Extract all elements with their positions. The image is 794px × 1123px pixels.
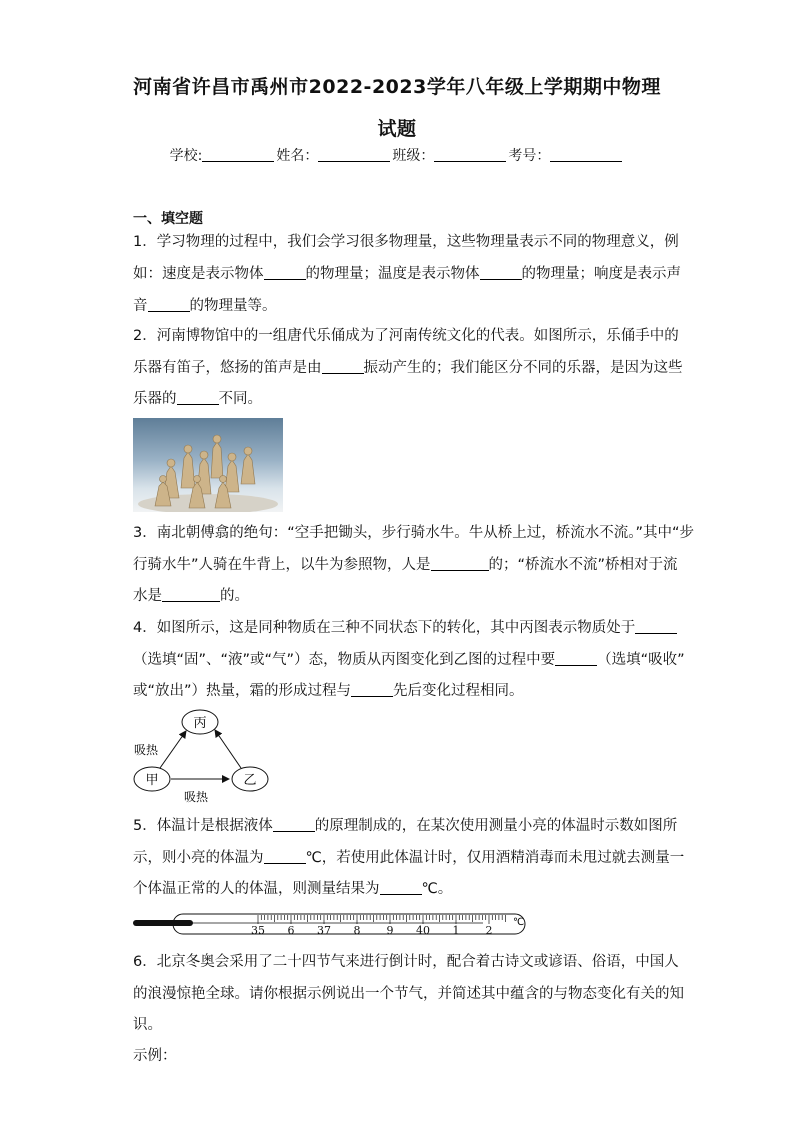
q5-line3: 个体温正常的人的体温，则测量结果为 ℃。 [133, 881, 453, 897]
q6-line3: 识。 [133, 1017, 162, 1033]
exam-no-label: 考号： [508, 148, 551, 164]
q1-line2: 如：速度是表示物体 的物理量；温度是表示物体 的物理量；响度是表示声 [133, 266, 681, 282]
arrow-yi-to-bing [215, 730, 241, 768]
thermometer-unit: ℃ [513, 917, 525, 928]
q4-blank1[interactable] [635, 619, 677, 634]
q4-line1: 4．如图所示，这是同种物质在三种不同状态下的转化，其中丙图表示物质处于 [133, 618, 677, 638]
q2-line1: 2．河南博物馆中的一组唐代乐俑成为了河南传统文化的代表。如图所示，乐俑手中的 [133, 328, 679, 344]
label-absorb-heat-left: 吸热 [134, 743, 159, 757]
school-blank[interactable] [202, 147, 274, 162]
section-heading: 一、填空题 [133, 211, 203, 227]
node-jia-label: 甲 [145, 773, 159, 788]
node-bing-label: 丙 [193, 716, 207, 731]
tick-label: 37 [317, 924, 331, 937]
q6-example-label: 示例： [133, 1048, 177, 1064]
q2-line2: 乐器有笛子，悠扬的笛声是由 振动产生的；我们能区分不同的乐器，是因为这些 [133, 360, 683, 376]
q1-line1: 1．学习物理的过程中，我们会学习很多物理量，这些物理量表示不同的物理意义，例 [133, 234, 679, 250]
state-change-diagram [128, 706, 278, 806]
q3-line2: 行骑水牛”人骑在牛背上，以牛为参照物，人是 的；“桥流水不流”桥相对于流 [133, 557, 678, 573]
tick-label: 1 [452, 924, 460, 937]
q6-line2: 的浪漫惊艳全球。请你根据示例说出一个节气，并简述其中蕴含的与物态变化有关的知 [133, 986, 684, 1002]
arrow-jia-to-bing [160, 731, 186, 768]
class-label: 班级： [392, 148, 435, 164]
q5-line1: 5．体温计是根据液体 的原理制成的，在某次使用测量小亮的体温时示数如图所 [133, 818, 678, 834]
tick-label: 9 [386, 924, 394, 937]
q3-line3: 水是 的。 [133, 588, 249, 604]
class-blank[interactable] [434, 147, 506, 162]
q5-line2: 示，则小亮的体温为 ℃，若使用此体温计时，仅用酒精消毒而未甩过就去测量一 [133, 850, 685, 866]
tick-label: 40 [416, 924, 430, 937]
q3-blank1[interactable] [431, 556, 489, 571]
q5-blank3[interactable] [380, 880, 422, 895]
q5-blank2[interactable] [264, 849, 306, 864]
mercury-bulb [133, 920, 193, 926]
document-title-line1: 河南省许昌市禹州市2022-2023学年八年级上学期期中物理 [133, 76, 661, 98]
q3-blank2[interactable] [162, 587, 220, 602]
document-title-line2: 试题 [377, 118, 417, 140]
tick-label: 35 [251, 924, 265, 937]
q1-blank2[interactable] [480, 265, 522, 280]
exam-no-blank[interactable] [550, 147, 622, 162]
q2-blank2[interactable] [177, 390, 219, 405]
q2-blank1[interactable] [322, 359, 364, 374]
q6-line1: 6．北京冬奥会采用了二十四节气来进行倒计时，配合着古诗文或谚语、俗语，中国人 [133, 954, 679, 970]
label-absorb-heat-bottom: 吸热 [184, 790, 209, 804]
q2-line3: 乐器的 不同。 [133, 391, 262, 407]
clinical-thermometer [133, 910, 533, 940]
q4-line2: （选填“固”、“液”或“气”）态，物质从丙图变化到乙图的过程中要 （选填“吸收” [133, 652, 685, 668]
q5-blank1[interactable] [273, 817, 315, 832]
tick-label: 6 [287, 924, 295, 937]
q1-blank3[interactable] [148, 297, 190, 312]
node-yi-label: 乙 [243, 773, 257, 788]
tang-musician-figurines-photo [133, 418, 283, 512]
student-info-row [0, 145, 794, 165]
tick-label: 8 [353, 924, 361, 937]
name-blank[interactable] [318, 147, 390, 162]
q3-line1: 3．南北朝傅翕的绝句：“空手把锄头，步行骑水牛。牛从桥上过，桥流水不流。”其中“步 [133, 525, 695, 541]
school-label: 学校: [169, 148, 203, 164]
q4-blank2[interactable] [555, 651, 597, 666]
name-label: 姓名： [276, 148, 319, 164]
tick-label: 2 [485, 924, 493, 937]
q4-blank3[interactable] [351, 682, 393, 697]
q1-blank1[interactable] [264, 265, 306, 280]
q4-line3: 或“放出”）热量，霜的形成过程与 先后变化过程相同。 [133, 683, 524, 699]
q1-line3: 音 的物理量等。 [133, 298, 277, 314]
